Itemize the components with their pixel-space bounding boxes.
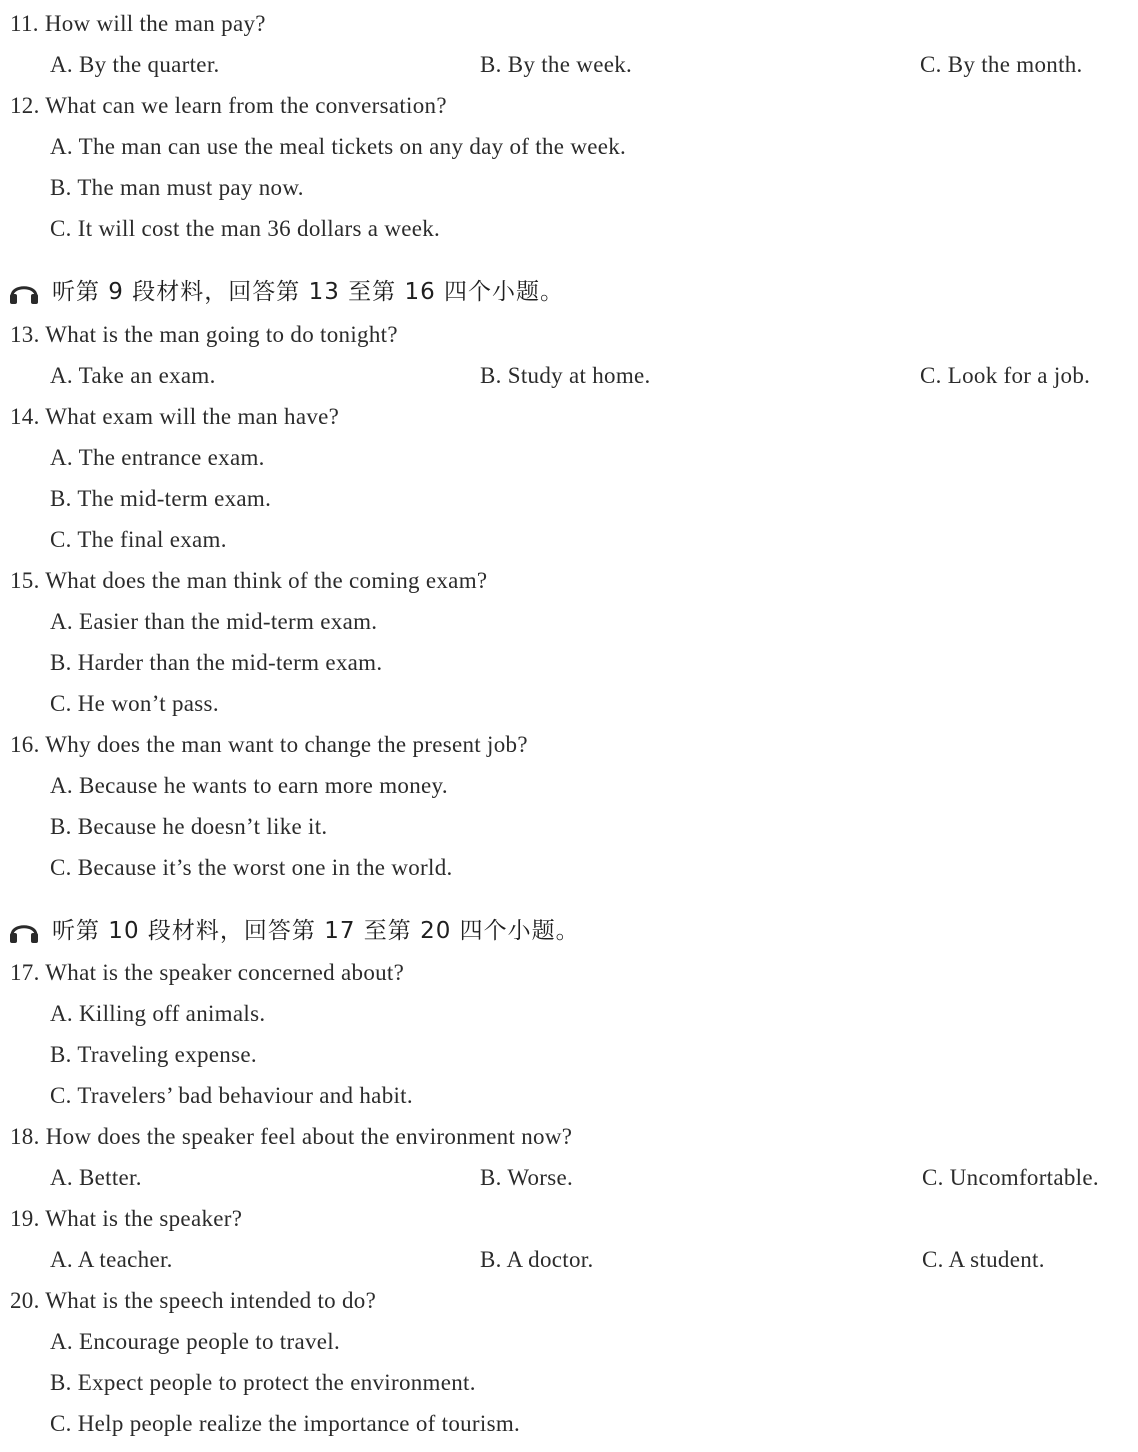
section-9-text: 听第 9 段材料，回答第 13 至第 16 四个小题。: [52, 279, 565, 305]
q20-option-a: A. Encourage people to travel.: [50, 1329, 340, 1354]
q18-option-b: B. Worse.: [480, 1165, 574, 1190]
q16-option-c: C. Because it’s the worst one in the world.: [50, 855, 453, 880]
q16-option-a: A. Because he wants to earn more money.: [50, 773, 448, 798]
question-15: 15. What does the man think of the coming exam?: [10, 568, 488, 593]
q11-option-a: A. By the quarter.: [50, 52, 220, 77]
q13-option-a: A. Take an exam.: [50, 363, 216, 388]
q13-option-b: B. Study at home.: [480, 363, 651, 388]
question-13: 13. What is the man going to do tonight?: [10, 322, 398, 347]
q15-option-b: B. Harder than the mid-term exam.: [50, 650, 383, 675]
q17-option-a: A. Killing off animals.: [50, 1001, 266, 1026]
q19-option-c: C. A student.: [922, 1247, 1045, 1272]
q17-option-c: C. Travelers’ bad behaviour and habit.: [50, 1083, 413, 1108]
question-18: 18. How does the speaker feel about the environment now?: [10, 1124, 573, 1149]
q15-option-a: A. Easier than the mid-term exam.: [50, 609, 378, 634]
question-16: 16. Why does the man want to change the present job?: [10, 732, 528, 757]
q18-option-a: A. Better.: [50, 1165, 142, 1190]
headphones-icon: [8, 917, 40, 945]
q14-option-a: A. The entrance exam.: [50, 445, 265, 470]
question-17: 17. What is the speaker concerned about?: [10, 960, 405, 985]
q12-option-b: B. The man must pay now.: [50, 175, 304, 200]
q14-option-c: C. The final exam.: [50, 527, 227, 552]
section-9-instruction: [8, 276, 564, 308]
question-14: 14. What exam will the man have?: [10, 404, 340, 429]
q11-option-c: C. By the month.: [920, 52, 1083, 77]
q20-option-c: C. Help people realize the importance of tourism.: [50, 1411, 521, 1436]
q20-option-b: B. Expect people to protect the environment.: [50, 1370, 476, 1395]
question-12: 12. What can we learn from the conversation?: [10, 93, 447, 118]
question-11: 11. How will the man pay?: [10, 11, 266, 36]
headphones-icon: [8, 278, 40, 306]
q16-option-b: B. Because he doesn’t like it.: [50, 814, 328, 839]
q18-option-c: C. Uncomfortable.: [922, 1165, 1099, 1190]
section-10-text: 听第 10 段材料，回答第 17 至第 20 四个小题。: [52, 918, 580, 944]
q12-option-a: A. The man can use the meal tickets on any day of the week.: [50, 134, 627, 159]
q12-option-c: C. It will cost the man 36 dollars a week.: [50, 216, 441, 241]
q19-option-a: A. A teacher.: [50, 1247, 173, 1272]
q11-option-b: B. By the week.: [480, 52, 633, 77]
q17-option-b: B. Traveling expense.: [50, 1042, 257, 1067]
q14-option-b: B. The mid-term exam.: [50, 486, 272, 511]
q15-option-c: C. He won’t pass.: [50, 691, 219, 716]
question-19: 19. What is the speaker?: [10, 1206, 243, 1231]
section-10-instruction: [8, 915, 580, 947]
q19-option-b: B. A doctor.: [480, 1247, 594, 1272]
q13-option-c: C. Look for a job.: [920, 363, 1091, 388]
question-20: 20. What is the speech intended to do?: [10, 1288, 377, 1313]
